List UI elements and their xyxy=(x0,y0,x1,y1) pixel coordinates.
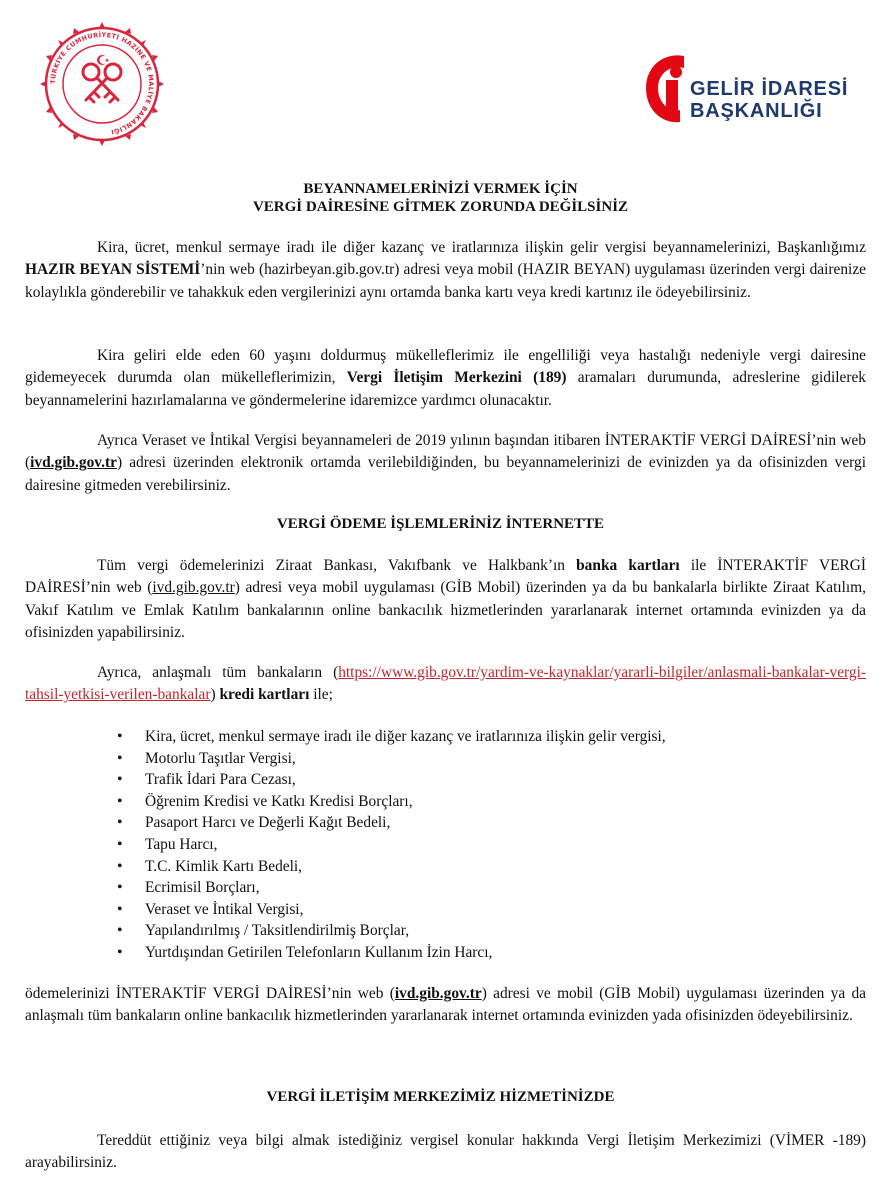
hazir-beyan-bold: HAZIR BEYAN SİSTEMİ xyxy=(25,261,201,279)
list-item: • T.C. Kimlik Kartı Bedeli, xyxy=(114,856,666,878)
ivd-link[interactable]: ivd.gib.gov.tr xyxy=(394,985,482,1002)
list-item: • Veraset ve İntikal Vergisi, xyxy=(114,899,666,921)
payment-types-list xyxy=(114,726,666,964)
section1-title-line2: VERGİ DAİRESİNE GİTMEK ZORUNDA DEĞİLSİNİZ xyxy=(252,199,629,215)
section1-title-line1: BEYANNAMELERİNİZİ VERMEK İÇİN xyxy=(303,181,578,197)
seal-emblem-icon xyxy=(38,20,166,148)
ministry-seal-logo xyxy=(38,20,166,148)
section2-paragraph2: Ayrıca, anlaşmalı tüm bankaların (https://www.gib.gov.tr/yardim-ve-kaynaklar/yararli-bilgiler/anlasmali-bankalar-vergi-tahsil-yetkisi-verilen-bankalar) kredi kartları ile; xyxy=(25,664,866,704)
gib-logo-line1: GELİR İDARESİ xyxy=(690,78,849,100)
list-item: • Tapu Harcı, xyxy=(114,834,666,856)
banka-kartlari-bold: banka kartları xyxy=(576,557,680,574)
vimer-bold: Vergi İletişim Merkezini (189) xyxy=(346,369,567,387)
section1-paragraph3: Ayrıca Veraset ve İntikal Vergisi beyannameleri de 2019 yılının başından itibaren İNTERAKTİF VERGİ DAİRESİ’nin web (ivd.gib.gov.tr) adresi üzerinden elektronik ortamda verilebildiğinden, bu beyannamelerinizi de evinizden ya da ofisinizden vergi dairesine gitmeden verebilirsiniz. xyxy=(25,432,866,494)
gib-logo-line2: BAŞKANLIĞI xyxy=(690,100,823,122)
section2-paragraph3: ödemelerinizi İNTERAKTİF VERGİ DAİRESİ’nin web (ivd.gib.gov.tr) adresi ve mobil (GİB Mobil) uygulaması üzerinden ya da anlaşmalı tüm bankaların online bankacılık hizmetlerinden yararlanarak internet ortamında evinizden yada ofisinizden ödeyebilirsiniz. xyxy=(25,985,866,1025)
section1-title xyxy=(0,180,881,216)
list-item: • Kira, ücret, menkul sermaye iradı ile diğer kazanç ve iratlarınıza ilişkin gelir vergisi, xyxy=(114,726,666,748)
kredi-kartlari-bold: kredi kartları xyxy=(219,686,310,704)
section2-title: VERGİ ÖDEME İŞLEMLERİNİZ İNTERNETTE xyxy=(276,516,605,532)
section2-paragraph1: Tüm vergi ödemelerinizi Ziraat Bankası, Vakıfbank ve Halkbank’ın banka kartları ile İNTERAKTİF VERGİ DAİRESİ’nin web (ivd.gib.gov.tr) adresi veya mobil uygulaması (GİB Mobil) üzerinden ya da bu bankalarla birlikte Ziraat Katılım, Vakıf Katılım ve Emlak Katılım bankalarının online bankacılık hizmetlerinden yararlanarak internet ortamında evinizden ya da ofisinizden yapabilirsiniz. xyxy=(25,557,866,642)
ivd-link[interactable]: ivd.gib.gov.tr xyxy=(152,579,235,597)
seal-ring-text: TÜRKİYE CUMHURİYETİ HAZİNE VE MALİYE BAKANLIĞI xyxy=(48,30,156,137)
list-item: • Yurtdışından Getirilen Telefonların Kullanım İzin Harcı, xyxy=(114,942,666,964)
list-item: • Ecrimisil Borçları, xyxy=(114,877,666,899)
gib-mark-icon xyxy=(640,50,688,128)
ivd-link[interactable]: ivd.gib.gov.tr xyxy=(30,454,117,472)
list-item: • Motorlu Taşıtlar Vergisi, xyxy=(114,748,666,770)
section3-title: VERGİ İLETİŞİM MERKEZİMİZ HİZMETİNİZDE xyxy=(266,1089,615,1105)
list-item: • Öğrenim Kredisi ve Katkı Kredisi Borçları, xyxy=(114,791,666,813)
list-item: • Yapılandırılmış / Taksitlendirilmiş Borçlar, xyxy=(114,920,666,942)
section1-paragraph1: Kira, ücret, menkul sermaye iradı ile diğer kazanç ve iratlarınıza ilişkin gelir vergisi beyannamelerinizi, Başkanlığımız HAZIR BEYAN SİSTEMİ’nin web (hazirbeyan.gib.gov.tr) adresi veya mobil (HAZIR BEYAN) uygulaması üzerinden vergi dairenize kolaylıkla gönderebilir ve tahakkuk eden vergilerinizi aynı ortamda banka kartı veya kredi kartınız ile ödeyebilirsiniz. xyxy=(25,239,866,301)
gib-logo xyxy=(640,50,860,130)
section3-paragraph1: Tereddüt ettiğiniz veya bilgi almak istediğiniz vergisel konular hakkında Vergi İletişim Merkezimizi (VİMER -189) arayabilirsiniz. xyxy=(25,1132,866,1172)
anlasmali-bankalar-link[interactable]: https://www.gib.gov.tr/yardim-ve-kaynaklar/yararli-bilgiler/anlasmali-bankalar-vergi-tahsil-yetkisi-verilen-bankalar xyxy=(25,664,866,704)
list-item: • Pasaport Harcı ve Değerli Kağıt Bedeli, xyxy=(114,812,666,834)
list-item: • Trafik İdari Para Cezası, xyxy=(114,769,666,791)
section1-paragraph2: Kira geliri elde eden 60 yaşını doldurmuş mükelleflerimiz ile engelliliği veya hastalığı nedeniyle vergi dairesine gidemeyecek durumda olan mükelleflerimizin, Vergi İletişim Merkezini (189) aramaları durumunda, adreslerine gidilerek beyannamelerini hazırlamalarına ve göndermelerine idaremizce yardımcı olunacaktır. xyxy=(25,347,866,409)
